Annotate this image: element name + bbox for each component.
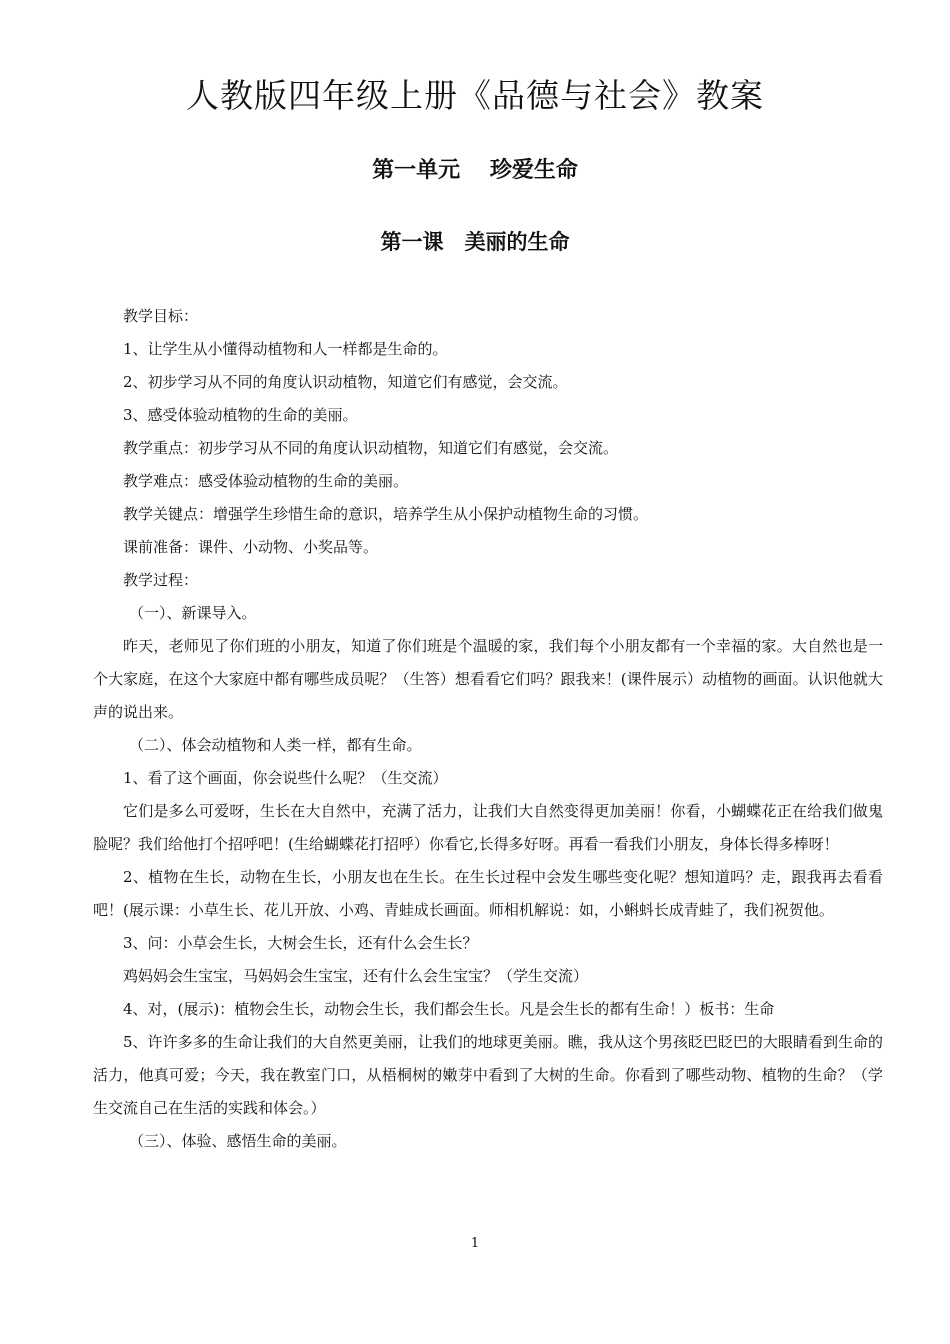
paragraph: 昨天，老师见了你们班的小朋友，知道了你们班是个温暖的家，我们每个小朋友都有一个幸福的家。大自然也是一个大家庭，在这个大家庭中都有哪些成员呢？（生答）想看看它们吗？跟我来！(课件展示）动植物的画面。认识他就大声的说出来。: [93, 637, 883, 721]
section-label-objectives: 教学目标：: [123, 307, 199, 325]
step-heading: （一）、新课导入。: [129, 604, 257, 622]
paragraph: 4、对，(展示)：植物会生长，动物会生长，我们都会生长。凡是会生长的都有生命！）板书：生命: [123, 1000, 775, 1018]
unit-heading: 第一单元 珍爱生命: [372, 158, 578, 183]
document-title: 人教版四年级上册《品德与社会》教案: [186, 76, 764, 115]
paragraph: 2、植物在生长，动物在生长，小朋友也在生长。在生长过程中会发生哪些变化呢？想知道吗？走，跟我再去看看吧！(展示课：小草生长、花儿开放、小鸡、青蛙成长画面。师相机解说：如，小蝌蚪长成青蛙了，我们祝贺他。: [93, 868, 883, 919]
paragraph: 1、看了这个画面，你会说些什么呢？（生交流）: [123, 769, 448, 787]
objective-item: 1、让学生从小懂得动植物和人一样都是生命的。: [123, 340, 448, 358]
step-heading: （二）、体会动植物和人类一样，都有生命。: [129, 736, 422, 754]
section-label-process: 教学过程：: [123, 571, 199, 589]
key-point: 教学重点：初步学习从不同的角度认识动植物，知道它们有感觉，会交流。: [123, 439, 619, 457]
difficulty: 教学难点：感受体验动植物的生命的美丽。: [123, 472, 409, 490]
step-heading: （三）、体验、感悟生命的美丽。: [129, 1132, 347, 1150]
paragraph: 它们是多么可爱呀，生长在大自然中，充满了活力，让我们大自然变得更加美丽！你看，小蝴蝶花正在给我们做鬼脸呢？我们给他打个招呼吧！(生给蝴蝶花打招呼）你看它,长得多好呀。再看一看我们小朋友，身体长得多棒呀！: [93, 802, 883, 853]
lesson-heading: 第一课 美丽的生命: [380, 229, 570, 254]
paragraph: 3、问：小草会生长，大树会生长，还有什么会生长？: [123, 934, 478, 952]
paragraph: 5、许许多多的生命让我们的大自然更美丽，让我们的地球更美丽。瞧，我从这个男孩眨巴眨巴的大眼睛看到生命的活力，他真可爱；今天，我在教室门口，从梧桐树的嫩芽中看到了大树的生命。你看到了哪些动物、植物的生命？（学生交流自己在生活的实践和体会。）: [93, 1033, 883, 1117]
paragraph: 鸡妈妈会生宝宝，马妈妈会生宝宝，还有什么会生宝宝？（学生交流）: [123, 967, 589, 985]
objective-item: 2、初步学习从不同的角度认识动植物，知道它们有感觉，会交流。: [123, 373, 568, 391]
key-focus: 教学关键点：增强学生珍惜生命的意识，培养学生从小保护动植物生命的习惯。: [123, 505, 649, 523]
preparation: 课前准备：课件、小动物、小奖品等。: [123, 538, 379, 556]
page-number: 1: [470, 1236, 480, 1251]
document-body: [93, 300, 883, 1158]
objective-item: 3、感受体验动植物的生命的美丽。: [123, 406, 358, 424]
